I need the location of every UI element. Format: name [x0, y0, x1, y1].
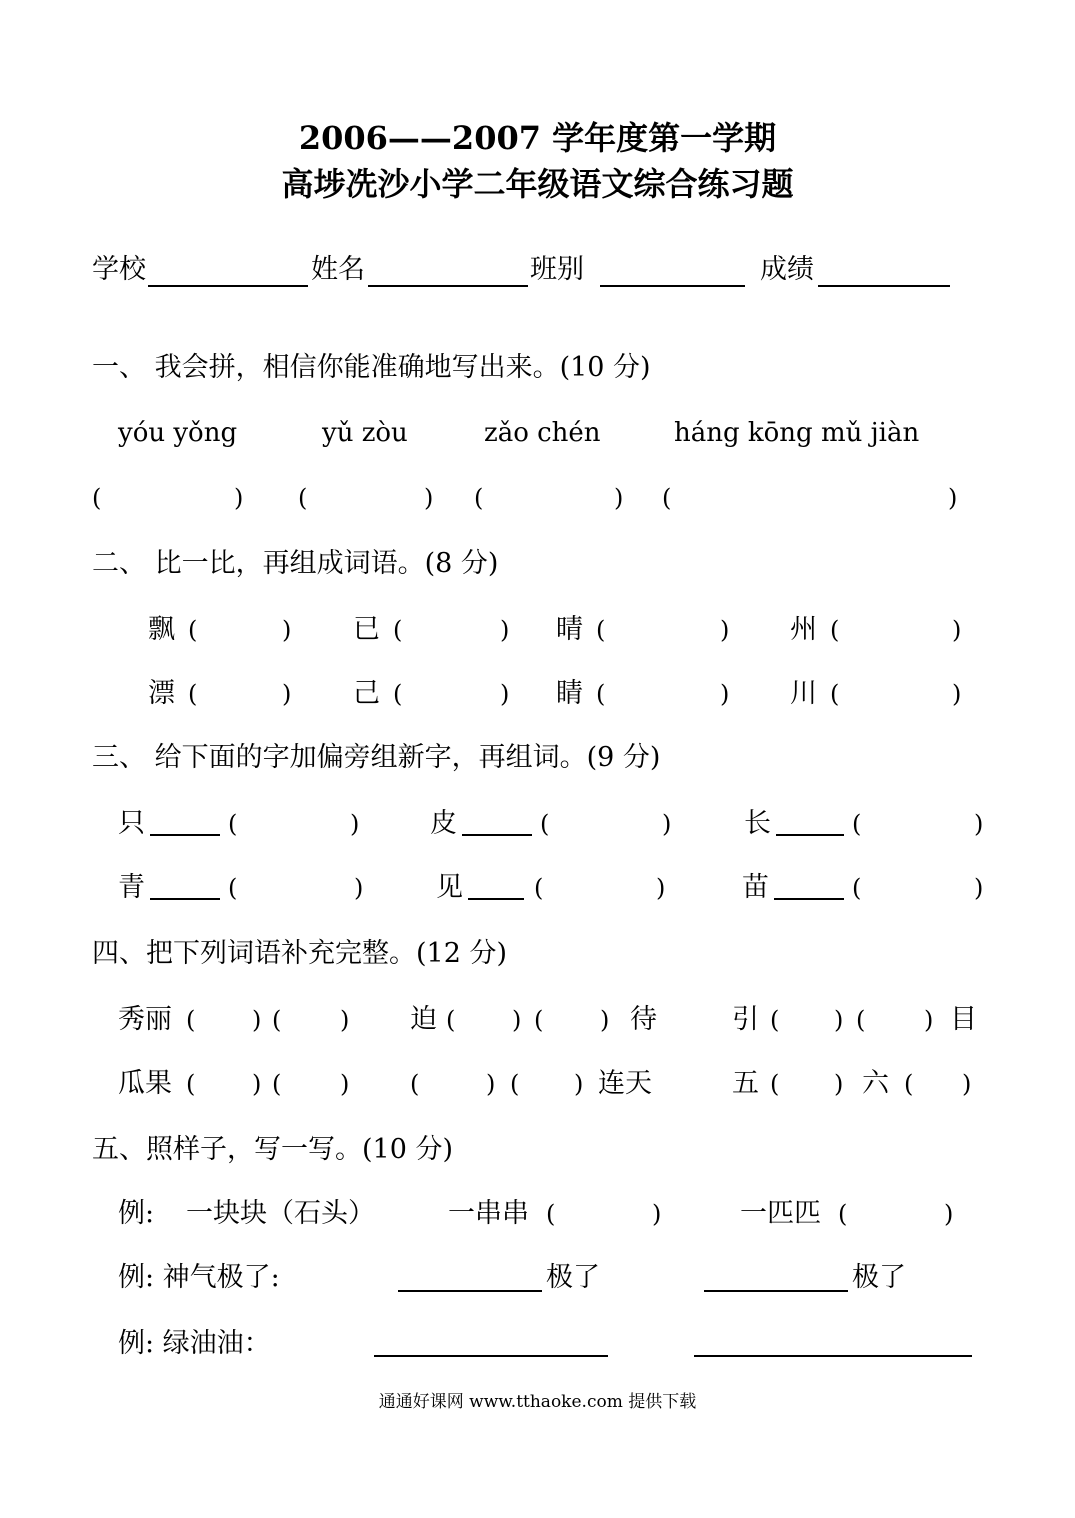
q5-open-1: ( — [546, 1200, 556, 1228]
q3-char-5: 见 — [436, 872, 463, 903]
q2-close-3: ) — [720, 616, 730, 644]
q3-char-4: 青 — [118, 872, 145, 903]
q4-open-11: ( — [770, 1070, 780, 1098]
q3-open-4: ( — [228, 874, 238, 902]
q3-open-5: ( — [534, 874, 544, 902]
q2-close-2: ) — [500, 616, 510, 644]
q2-close-8: ) — [952, 680, 962, 708]
q1-paren-close-2: ) — [424, 484, 434, 512]
q2-char-3: 晴 — [556, 614, 583, 645]
q4-open-12: ( — [904, 1070, 914, 1098]
q3-heading: 三、 给下面的字加偏旁组新字，再组词。(9 分) — [92, 742, 661, 773]
q3-blank-4[interactable] — [150, 898, 220, 900]
q3-close-4: ) — [354, 874, 364, 902]
q2-close-6: ) — [500, 680, 510, 708]
q4-word-9: 六 — [862, 1068, 889, 1099]
q4-open-1: ( — [186, 1006, 196, 1034]
q4-word-3: 待 — [630, 1004, 657, 1035]
q5-suffix-1: 极了 — [546, 1262, 600, 1293]
q1-paren-open-2: ( — [298, 484, 308, 512]
q2-open-1: ( — [188, 616, 198, 644]
q5-example-label-3: 例: 绿油油： — [118, 1328, 271, 1359]
school-blank[interactable] — [148, 285, 308, 287]
q2-open-7: ( — [596, 680, 606, 708]
q5-close-1: ) — [652, 1200, 662, 1228]
q2-open-8: ( — [830, 680, 840, 708]
q3-close-1: ) — [350, 810, 360, 838]
q2-char-1: 飘 — [148, 614, 175, 645]
pinyin-1: yóu yǒng — [118, 418, 238, 448]
q2-open-6: ( — [393, 680, 403, 708]
q4-open-6: ( — [856, 1006, 866, 1034]
q3-open-1: ( — [228, 810, 238, 838]
pinyin-3: zǎo chén — [484, 418, 601, 448]
class-label: 班别 — [530, 254, 584, 285]
q2-open-4: ( — [830, 616, 840, 644]
q1-paren-close-4: ) — [948, 484, 958, 512]
pinyin-2: yǔ zòu — [322, 418, 408, 448]
q4-word-8: 五 — [732, 1068, 759, 1099]
q4-word-1: 秀丽 — [118, 1004, 172, 1035]
q4-close-2: ) — [340, 1006, 350, 1034]
q2-char-8: 川 — [790, 678, 817, 709]
q2-char-6: 己 — [353, 678, 380, 709]
q4-close-4: ) — [600, 1006, 610, 1034]
q3-char-2: 皮 — [430, 808, 457, 839]
q4-close-5: ) — [834, 1006, 844, 1034]
q2-char-2: 已 — [353, 614, 380, 645]
q2-char-5: 漂 — [148, 678, 175, 709]
q4-word-6: 瓜果 — [118, 1068, 172, 1099]
q3-blank-1[interactable] — [150, 834, 220, 836]
school-label: 学校 — [92, 254, 146, 285]
score-blank[interactable] — [818, 285, 950, 287]
q4-close-8: ) — [340, 1070, 350, 1098]
q1-paren-open-4: ( — [662, 484, 672, 512]
q3-char-3: 长 — [744, 808, 771, 839]
q4-open-3: ( — [446, 1006, 456, 1034]
q1-paren-open-1: ( — [92, 484, 102, 512]
q1-paren-close-3: ) — [614, 484, 624, 512]
q4-close-10: ) — [574, 1070, 584, 1098]
q2-heading: 二、 比一比，再组成词语。(8 分) — [92, 548, 499, 579]
q2-close-4: ) — [952, 616, 962, 644]
q3-close-6: ) — [974, 874, 984, 902]
q3-blank-5[interactable] — [468, 898, 524, 900]
q5-blank-1[interactable] — [398, 1290, 542, 1292]
q4-word-4: 引 — [732, 1004, 759, 1035]
q4-word-5: 目 — [950, 1004, 977, 1035]
q4-word-2: 迫 — [410, 1004, 437, 1035]
name-blank[interactable] — [368, 285, 528, 287]
q1-heading: 一、 我会拼，相信你能准确地写出来。(10 分) — [92, 352, 651, 383]
class-blank[interactable] — [600, 285, 745, 287]
q3-blank-6[interactable] — [774, 898, 844, 900]
q4-close-7: ) — [252, 1070, 262, 1098]
q3-close-2: ) — [662, 810, 672, 838]
q5-heading: 五、照样子，写一写。(10 分) — [92, 1134, 454, 1165]
q4-open-4: ( — [534, 1006, 544, 1034]
q3-char-1: 只 — [118, 808, 145, 839]
q4-open-8: ( — [272, 1070, 282, 1098]
q1-paren-open-3: ( — [474, 484, 484, 512]
q4-word-7: 连天 — [598, 1068, 652, 1099]
q4-heading: 四、把下列词语补充完整。(12 分) — [92, 938, 508, 969]
q4-open-2: ( — [272, 1006, 282, 1034]
q2-open-5: ( — [188, 680, 198, 708]
q4-close-6: ) — [924, 1006, 934, 1034]
q5-blank-3[interactable] — [374, 1355, 608, 1357]
q4-open-9: ( — [410, 1070, 420, 1098]
q3-open-2: ( — [540, 810, 550, 838]
q3-close-3: ) — [974, 810, 984, 838]
q5-example-text-1: 一块块（石头） — [186, 1198, 375, 1229]
q3-open-3: ( — [852, 810, 862, 838]
q3-blank-3[interactable] — [776, 834, 844, 836]
q4-close-12: ) — [962, 1070, 972, 1098]
q5-suffix-2: 极了 — [852, 1262, 906, 1293]
q4-close-11: ) — [834, 1070, 844, 1098]
q2-close-7: ) — [720, 680, 730, 708]
name-label: 姓名 — [311, 254, 365, 285]
pinyin-4: háng kōng mǔ jiàn — [674, 418, 920, 448]
q4-open-10: ( — [510, 1070, 520, 1098]
q2-open-2: ( — [393, 616, 403, 644]
q2-char-7: 睛 — [556, 678, 583, 709]
title-line-2: 高埗冼沙小学二年级语文综合练习题 — [281, 165, 794, 203]
q5-close-2: ) — [944, 1200, 954, 1228]
q3-char-6: 苗 — [742, 872, 769, 903]
q4-open-5: ( — [770, 1006, 780, 1034]
q2-open-3: ( — [596, 616, 606, 644]
q5-example-label-2: 例: 神气极了: — [118, 1262, 280, 1293]
q3-open-6: ( — [852, 874, 862, 902]
q4-close-9: ) — [486, 1070, 496, 1098]
q5-example-label-1: 例: — [118, 1198, 155, 1229]
q4-close-3: ) — [512, 1006, 522, 1034]
q4-open-7: ( — [186, 1070, 196, 1098]
q5-blank-2[interactable] — [704, 1290, 848, 1292]
q3-blank-2[interactable] — [462, 834, 532, 836]
score-label: 成绩 — [760, 254, 814, 285]
q5-open-2: ( — [838, 1200, 848, 1228]
title-line-1: 2006——2007 学年度第一学期 — [298, 119, 777, 157]
q2-char-4: 州 — [790, 614, 817, 645]
q3-close-5: ) — [656, 874, 666, 902]
footer-text: 通通好课网 www.tthaoke.com 提供下载 — [378, 1392, 697, 1412]
q5-item-2: 一匹匹 — [740, 1198, 821, 1229]
q2-close-1: ) — [282, 616, 292, 644]
q4-close-1: ) — [252, 1006, 262, 1034]
q1-paren-close-1: ) — [234, 484, 244, 512]
q5-blank-4[interactable] — [694, 1355, 972, 1357]
q5-item-1: 一串串 — [448, 1198, 529, 1229]
q2-close-5: ) — [282, 680, 292, 708]
